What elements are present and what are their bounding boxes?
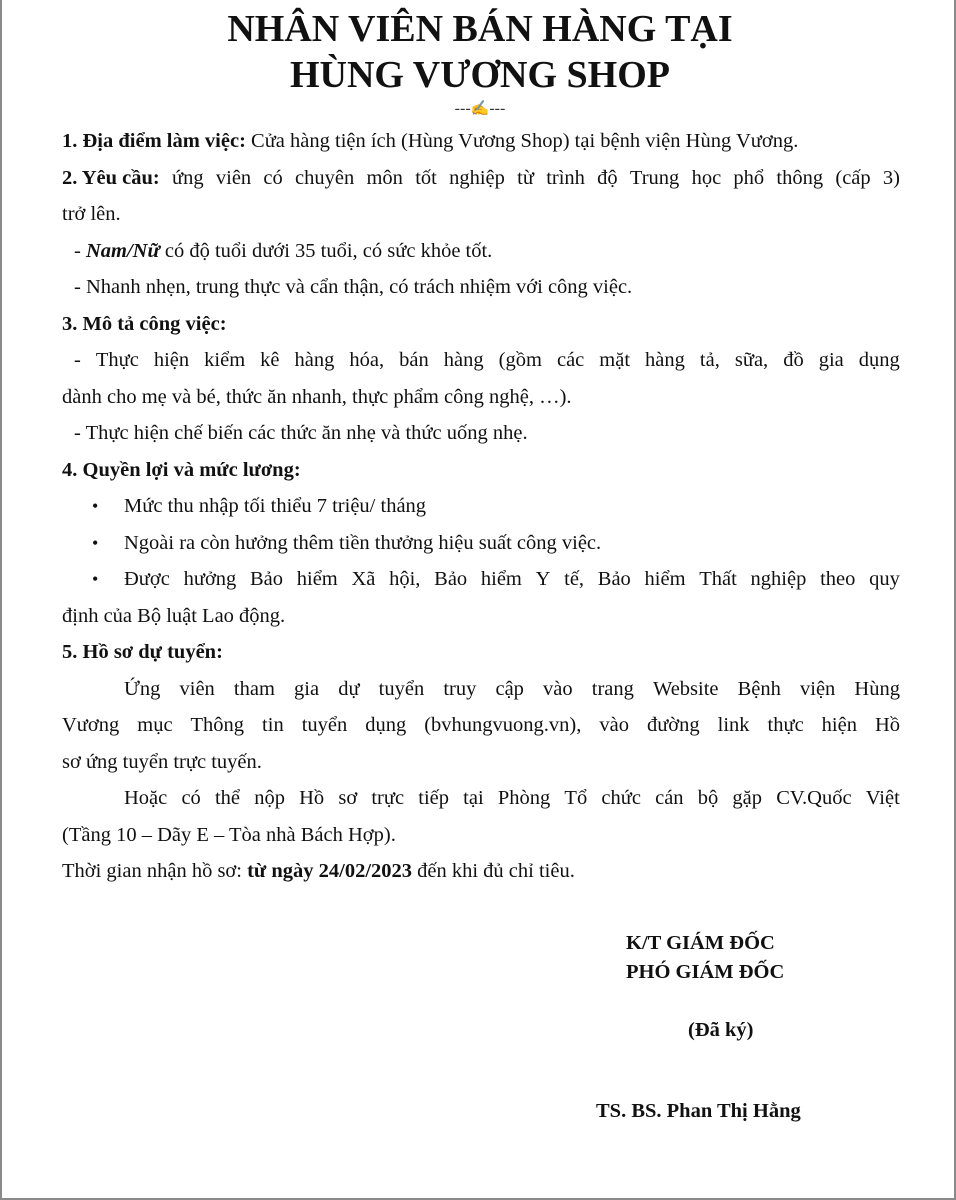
word: viên [215, 167, 252, 189]
bullet-3: • [92, 569, 99, 589]
word: hàng [443, 349, 484, 371]
word: cán [655, 787, 684, 809]
section-3-heading-text: 3. Mô tả công việc: [62, 313, 227, 335]
word: (bvhungvuong.vn), [424, 714, 582, 736]
gender-label: Nam/Nữ [85, 240, 160, 262]
application-p2-line-1 [124, 785, 900, 811]
word: đồ [783, 349, 804, 371]
word: Thực [95, 349, 139, 371]
word: quy [869, 568, 900, 590]
deadline-line [62, 858, 575, 884]
word: Việt [865, 787, 900, 809]
word: Trung [629, 167, 680, 189]
word: hiểm [644, 568, 686, 590]
word: Được [124, 568, 170, 590]
word: trang [591, 678, 634, 700]
word: bộ [697, 787, 719, 809]
word: có [181, 787, 201, 809]
word: kiểm [204, 349, 246, 371]
word: (gồm [498, 349, 542, 371]
word: Thất [699, 568, 737, 590]
word: tốt [415, 167, 437, 189]
word: dự [338, 678, 360, 700]
section-2-heading: 2. Yêu cầu: [62, 167, 160, 189]
signer-name: TS. BS. Phan Thị Hằng [596, 1100, 801, 1122]
deadline-date: từ ngày 24/02/2023 [247, 860, 413, 882]
word: dụng [858, 349, 900, 371]
section-4-heading-text: 4. Quyền lợi và mức lương: [62, 459, 301, 481]
divider [2, 99, 956, 118]
word: sơ [338, 787, 358, 809]
word: Ứng [124, 678, 161, 700]
application-p1-line-2 [62, 712, 900, 738]
word: Website [652, 678, 719, 700]
deadline-prefix: Thời gian nhận hồ sơ: [62, 860, 248, 882]
divider-left: --- [454, 100, 471, 117]
word: đường [646, 714, 700, 736]
section-3-item-1-cont: dành cho mẹ và bé, thức ăn nhanh, thực phẩm công nghệ, …). [62, 386, 572, 408]
word: chuyên [295, 167, 355, 189]
application-p1-line-3: sơ ứng tuyển trực tuyến. [62, 751, 262, 773]
word: tuyển [301, 714, 348, 736]
title-line-1: NHÂN VIÊN BÁN HÀNG TẠI [227, 8, 733, 50]
word: phổ [733, 167, 765, 189]
word: Vương [62, 714, 120, 736]
word: Tổ [564, 787, 588, 809]
word: Hùng [854, 678, 900, 700]
word: Phòng [497, 787, 551, 809]
word: môn [366, 167, 403, 189]
word: tại [463, 787, 484, 809]
word: gia [294, 678, 320, 700]
word: học [691, 167, 722, 189]
word: từ [517, 167, 534, 189]
word: Y [535, 568, 551, 590]
word: mặt [599, 349, 631, 371]
word: Hoặc [124, 787, 168, 809]
word: các [556, 349, 585, 371]
benefit-3 [124, 566, 900, 592]
word: Bảo [434, 568, 468, 590]
word: (cấp [835, 167, 871, 189]
application-p1-line-1 [124, 676, 900, 702]
section-5-heading-text: 5. Hồ sơ dự tuyển: [62, 641, 223, 663]
word: mục [137, 714, 173, 736]
word: Hồ [299, 787, 325, 809]
section-1-line [62, 128, 798, 154]
word: dụng [365, 714, 407, 736]
word: Bệnh [737, 678, 781, 700]
word: - [74, 349, 81, 371]
word: thông [776, 167, 824, 189]
word: chức [601, 787, 641, 809]
word: viên [179, 678, 215, 700]
benefit-1: Mức thu nhập tối thiểu 7 triệu/ tháng [124, 495, 427, 517]
word: nghiệp [750, 568, 807, 590]
word: tiếp [418, 787, 449, 809]
word: viện [800, 678, 836, 700]
word: sữa, [734, 349, 769, 371]
word: Bảo [250, 568, 284, 590]
word: hưởng [183, 568, 237, 590]
word: tuyển [378, 678, 425, 700]
signer-title-2: PHÓ GIÁM ĐỐC [626, 961, 785, 983]
section-3-item-2: - Thực hiện chế biến các thức ăn nhẹ và thức uống nhẹ. [74, 422, 528, 444]
word: hóa, [349, 349, 385, 371]
word: vào [543, 678, 573, 700]
word: hiện [153, 349, 190, 371]
section-2-item-1-rest: có độ tuổi dưới 35 tuổi, có sức khỏe tốt. [159, 240, 493, 262]
word: link [717, 714, 750, 736]
word: kê [260, 349, 280, 371]
word: trình [546, 167, 585, 189]
signed-note: (Đã ký) [688, 1019, 754, 1041]
signer-title-1: K/T GIÁM ĐỐC [626, 932, 775, 954]
section-1-heading: 1. Địa điểm làm việc: [62, 130, 246, 152]
word: gặp [732, 787, 763, 809]
word: hiểm [296, 568, 338, 590]
word: tham [233, 678, 275, 700]
word: hàng [294, 349, 335, 371]
bullet-2: • [92, 533, 99, 553]
divider-right: --- [489, 100, 506, 117]
word: hiểm [480, 568, 522, 590]
word: có [263, 167, 283, 189]
word: nghiệp [449, 167, 505, 189]
benefit-2: Ngoài ra còn hưởng thêm tiền thưởng hiệu suất công việc. [124, 532, 602, 554]
word: truy [443, 678, 477, 700]
word: độ [597, 167, 618, 189]
section-2-item-1 [74, 238, 492, 264]
word: theo [820, 568, 856, 590]
section-1-text: Cửa hàng tiện ích (Hùng Vương Shop) tại bệnh viện Hùng Vương. [245, 130, 799, 152]
word: nộp [254, 787, 285, 809]
word: tế, [564, 568, 585, 590]
word: Hồ [874, 714, 900, 736]
section-2-line-2: trở lên. [62, 203, 121, 225]
pen-icon: ✍ [470, 101, 490, 117]
word: Bảo [597, 568, 631, 590]
word: ứng [172, 167, 204, 189]
word: tả, [699, 349, 720, 371]
word: hội, [389, 568, 421, 590]
word: bán [399, 349, 429, 371]
section-5-heading [62, 639, 223, 665]
application-p2-line-2: (Tầng 10 – Dãy E – Tòa nhà Bách Hợp). [62, 824, 396, 846]
deadline-suffix: đến khi đủ chỉ tiêu. [412, 860, 575, 882]
section-3-item-1 [74, 347, 900, 373]
word: thực [767, 714, 804, 736]
word: gia [818, 349, 844, 371]
bullet-1: • [92, 496, 99, 516]
word: hiện [821, 714, 857, 736]
word: thể [214, 787, 241, 809]
section-4-heading [62, 457, 301, 483]
section-3-heading [62, 311, 227, 337]
word: 3) [882, 167, 900, 189]
section-2-line-1 [62, 165, 900, 191]
section-2-item-1-prefix: - [74, 240, 86, 262]
word: vào [599, 714, 629, 736]
word: CV.Quốc [776, 787, 852, 809]
word: Thông [190, 714, 245, 736]
word: cập [495, 678, 524, 700]
title-line-2: HÙNG VƯƠNG SHOP [289, 54, 671, 96]
word: tin [262, 714, 284, 736]
benefit-3-cont: định của Bộ luật Lao động. [62, 605, 286, 627]
word: Xã [351, 568, 376, 590]
section-2-item-2: - Nhanh nhẹn, trung thực và cẩn thận, có trách nhiệm với công việc. [74, 276, 633, 298]
word: trực [371, 787, 405, 809]
word: hàng [645, 349, 685, 371]
